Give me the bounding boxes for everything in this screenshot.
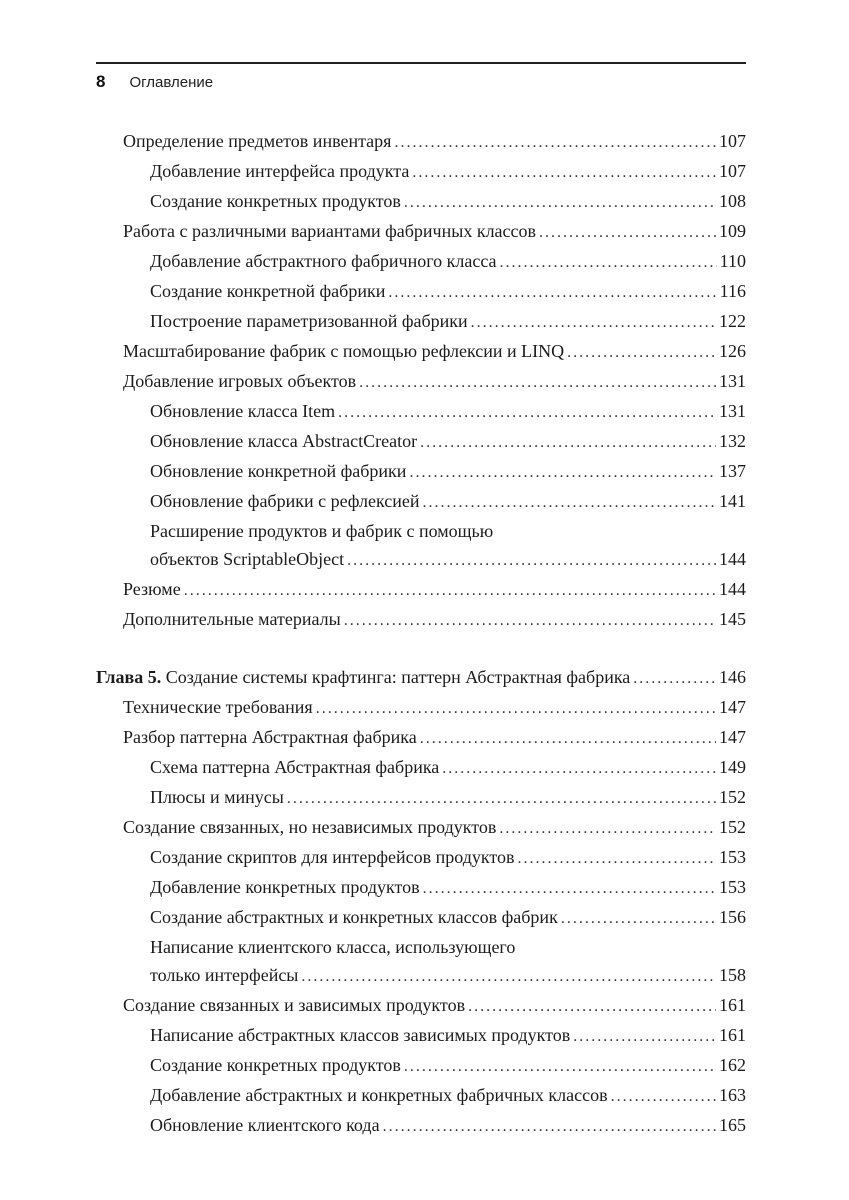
toc-entry-line [150,397,746,427]
toc-entry-line [123,723,746,753]
toc-entry [96,843,746,873]
toc-entry [96,723,746,753]
toc-entry-line [150,247,746,277]
toc-entry [96,753,746,783]
toc-entry [96,277,746,307]
toc-dot-leader [359,367,716,397]
toc-entry-line [150,1111,746,1141]
toc-entry-title: Создание связанных, но независимых продуктов [123,817,497,837]
toc-dot-leader [471,307,716,337]
toc-entry-page: 145 [719,609,746,629]
toc-entry-line [150,903,746,933]
toc-entry-line [150,753,746,783]
toc-entry [96,575,746,605]
toc-entry [96,813,746,843]
toc-dot-leader [287,783,716,813]
toc-entry-title: Создание конкретной фабрики [150,281,386,301]
toc-dot-leader [573,1021,716,1051]
toc-entry-wrap-line: Написание клиентского класса, использующего [150,937,516,957]
toc-entry-line [123,367,746,397]
toc-dot-leader [518,843,716,873]
toc-entry-page: 153 [719,877,746,897]
toc-entry-title: Построение параметризованной фабрики [150,311,468,331]
toc-entry-line [123,991,746,1021]
toc-entry-page: 116 [719,281,746,301]
toc-entry [96,873,746,903]
toc-entry-line [150,187,746,217]
toc-entry-title: Схема паттерна Абстрактная фабрика [150,757,440,777]
toc-dot-leader [420,427,716,457]
toc-dot-leader [404,1051,716,1081]
toc-entry-page: 110 [719,251,746,271]
toc-dot-leader [442,753,716,783]
toc-entry [96,663,746,693]
toc-entry-page: 131 [719,371,746,391]
toc-dot-leader [561,903,716,933]
toc-entry-line [150,1021,746,1051]
toc-entry-page: 156 [719,907,746,927]
toc-entry-page: 163 [719,1085,746,1105]
toc-entry [96,217,746,247]
toc-dot-leader [420,723,716,753]
toc-entry-line [123,605,746,635]
toc-entry-page: 147 [719,727,746,747]
toc-dot-leader [316,693,716,723]
toc-dot-leader [539,217,716,247]
toc-entry-line [150,1081,746,1111]
toc-entry-line [123,813,746,843]
toc-entry [96,397,746,427]
toc-entry-page: 141 [719,491,746,511]
toc-entry-page: 107 [719,131,746,151]
toc-entry-title: Обновление класса AbstractCreator [150,431,418,451]
toc-entry-title: Масштабирование фабрик с помощью рефлексии и LINQ [123,341,565,361]
toc-entry [96,783,746,813]
toc-entry-page: 126 [719,341,746,361]
toc-entry-line [150,307,746,337]
toc-entry-title: Обновление фабрики с рефлексией [150,491,420,511]
toc-entry [96,605,746,635]
toc-dot-leader [567,337,716,367]
toc-entry-title: Обновление клиентского кода [150,1115,380,1135]
toc-entry-title: Создание конкретных продуктов [150,191,401,211]
toc-entry-line [150,545,746,575]
toc-entry-line [123,217,746,247]
toc-entry-wrap-line: Расширение продуктов и фабрик с помощью [150,521,494,541]
toc-entry-line [123,127,746,157]
toc-entry-line [150,457,746,487]
toc-entry-line [96,663,746,693]
toc-dot-leader [423,873,716,903]
toc-dot-leader [388,277,716,307]
toc-entry-page: 165 [719,1115,746,1135]
toc-entry-page: 147 [719,697,746,717]
toc-entry-title: Разбор паттерна Абстрактная фабрика [123,727,417,747]
toc-entry [96,903,746,933]
toc-entry [96,247,746,277]
toc-entry [96,127,746,157]
toc-dot-leader [301,961,716,991]
toc-entry-title: Добавление абстрактного фабричного класса [150,251,497,271]
toc-entry-title: Работа с различными вариантами фабричных классов [123,221,537,241]
toc-entry-line [150,487,746,517]
toc-entry-title: Дополнительные материалы [123,609,341,629]
toc-entry-line [150,1051,746,1081]
toc-entry-page: 132 [719,431,746,451]
page-number: 8 [96,72,106,91]
toc-entry [96,487,746,517]
toc-dot-leader [347,545,716,575]
toc-entry-line [150,961,746,991]
toc-dot-leader [404,187,716,217]
toc-entry [96,157,746,187]
toc-dot-leader [184,575,716,605]
toc-entry-page: 137 [719,461,746,481]
toc-entry-page: 131 [719,401,746,421]
toc-dot-leader [344,605,716,635]
toc-entry-page: 144 [719,579,746,599]
toc-entry [96,187,746,217]
toc-entry-line [150,427,746,457]
toc-entry-title: Обновление класса Item [150,401,336,421]
toc-entry-page: 152 [719,787,746,807]
toc-entry-title: Плюсы и минусы [150,787,284,807]
toc-entry-page: 122 [719,311,746,331]
toc-dot-leader [499,813,716,843]
toc-entry-line [123,575,746,605]
toc-entry-line [123,693,746,723]
toc-entry [96,933,746,991]
toc-entry-page: 161 [719,1025,746,1045]
toc-entry-title: объектов ScriptableObject [150,549,345,569]
toc-dot-leader [394,127,716,157]
toc-entry-title: только интерфейсы [150,965,299,985]
toc-entry-page: 152 [719,817,746,837]
toc-dot-leader [338,397,716,427]
toc-dot-leader [500,247,717,277]
toc-entry-title: Определение предметов инвентаря [123,131,392,151]
toc-entry-title: Создание абстрактных и конкретных классов фабрик [150,907,558,927]
toc-dot-leader [633,663,716,693]
toc-entry-page: 107 [719,161,746,181]
toc-entry-page: 162 [719,1055,746,1075]
toc-entry [96,307,746,337]
toc-entry-line [150,157,746,187]
running-head-title: Оглавление [129,74,214,91]
toc-entry-page: 153 [719,847,746,867]
toc-entry-title: Создание конкретных продуктов [150,1055,401,1075]
toc-entry-title: Создание связанных и зависимых продуктов [123,995,466,1015]
toc-dot-leader [423,487,716,517]
toc-entry-page: 158 [719,965,746,985]
toc-entry-page: 161 [719,995,746,1015]
toc-dot-leader [383,1111,716,1141]
toc-entry-line [123,337,746,367]
toc-entry-line [150,277,746,307]
toc-entry-title: Обновление конкретной фабрики [150,461,407,481]
toc-entry-page: 109 [719,221,746,241]
toc-entry [96,457,746,487]
toc-entry [96,693,746,723]
running-head [96,62,746,92]
toc-entry-title: Написание абстрактных классов зависимых продуктов [150,1025,571,1045]
toc-entry-page: 144 [719,549,746,569]
toc-dot-leader [412,157,716,187]
toc-dot-leader [611,1081,716,1111]
toc-entry-page: 146 [719,667,746,687]
toc-entry [96,1081,746,1111]
toc-entry [96,367,746,397]
toc-entry-title: Добавление конкретных продуктов [150,877,420,897]
toc-entry [96,1111,746,1141]
toc-entry [96,517,746,575]
toc-entry-line [150,843,746,873]
toc-entry-title: Создание скриптов для интерфейсов продуктов [150,847,515,867]
toc-entry-title: Добавление игровых объектов [123,371,357,391]
toc-entry-title: Добавление интерфейса продукта [150,161,410,181]
toc-entry [96,427,746,457]
toc-entry-chapter-prefix: Глава 5. [96,667,166,687]
toc-entry-title: Добавление абстрактных и конкретных фабричных классов [150,1085,608,1105]
toc-entry [96,337,746,367]
toc-entry-line [150,783,746,813]
toc-dot-leader [409,457,716,487]
toc-entry-page: 149 [719,757,746,777]
toc-dot-leader [468,991,716,1021]
toc-entry-title: Технические требования [123,697,313,717]
toc-entry [96,1051,746,1081]
toc-entry-page: 108 [719,191,746,211]
toc-entry-title: Резюме [123,579,181,599]
toc-entry-title: Глава 5. Создание системы крафтинга: паттерн Абстрактная фабрика [96,667,631,687]
toc-list [96,127,746,1141]
toc-entry-line [150,873,746,903]
toc-entry [96,1021,746,1051]
toc-entry [96,991,746,1021]
